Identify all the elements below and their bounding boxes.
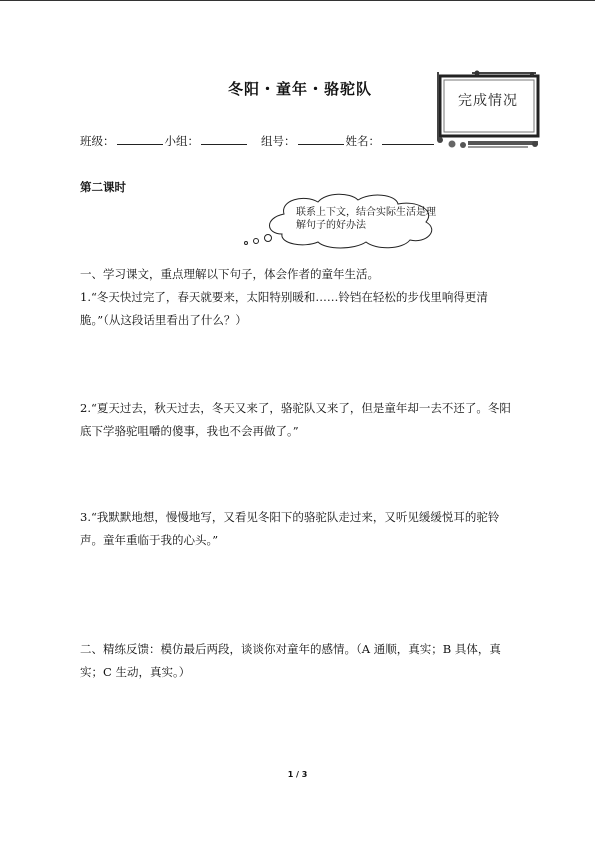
- tip-text: 联系上下文，结合实际生活是理解句子的好办法: [296, 207, 436, 231]
- section-two-text: 二、精练反馈：模仿最后两段，谈谈你对童年的感情。（A 通顺，真实；B 具体，真实；C 生动，真实。）: [80, 642, 501, 679]
- class-blank[interactable]: [117, 134, 163, 145]
- completion-stamp-frame: [432, 70, 544, 154]
- question-3: 3.“我默默地想，慢慢地写，又看见冬阳下的骆驼队走过来，又听见缓缓悦耳的驼铃声。童年重临于我的心头。”: [80, 510, 500, 547]
- session-heading: 第二课时: [80, 180, 126, 194]
- team-label: 小组：: [164, 134, 199, 148]
- completion-stamp-label: 完成情况: [458, 93, 518, 109]
- team-blank[interactable]: [201, 134, 247, 145]
- class-label: 班级：: [80, 134, 115, 148]
- page-number: 1 / 3: [287, 770, 308, 779]
- question-1: 1.“冬天快过完了，春天就要来，太阳特别暖和……铃铛在轻松的步伐里响得更清脆。”（从这段话里看出了什么？）: [80, 290, 488, 327]
- group-blank[interactable]: [298, 134, 344, 145]
- name-blank[interactable]: [382, 134, 434, 145]
- page-title: 冬阳・童年・骆驼队: [227, 80, 372, 98]
- name-label: 姓名：: [345, 134, 380, 148]
- student-info-row: [80, 133, 436, 149]
- section-one-heading: 一、学习课文，重点理解以下句子，体会作者的童年生活。: [80, 267, 379, 281]
- group-label: 组号：: [261, 134, 296, 148]
- top-border-line: [0, 0, 595, 1]
- question-2: 2.“夏天过去，秋天过去，冬天又来了，骆驼队又来了，但是童年却一去不还了。冬阳底下学骆驼咀嚼的傻事，我也不会再做了。”: [80, 401, 511, 438]
